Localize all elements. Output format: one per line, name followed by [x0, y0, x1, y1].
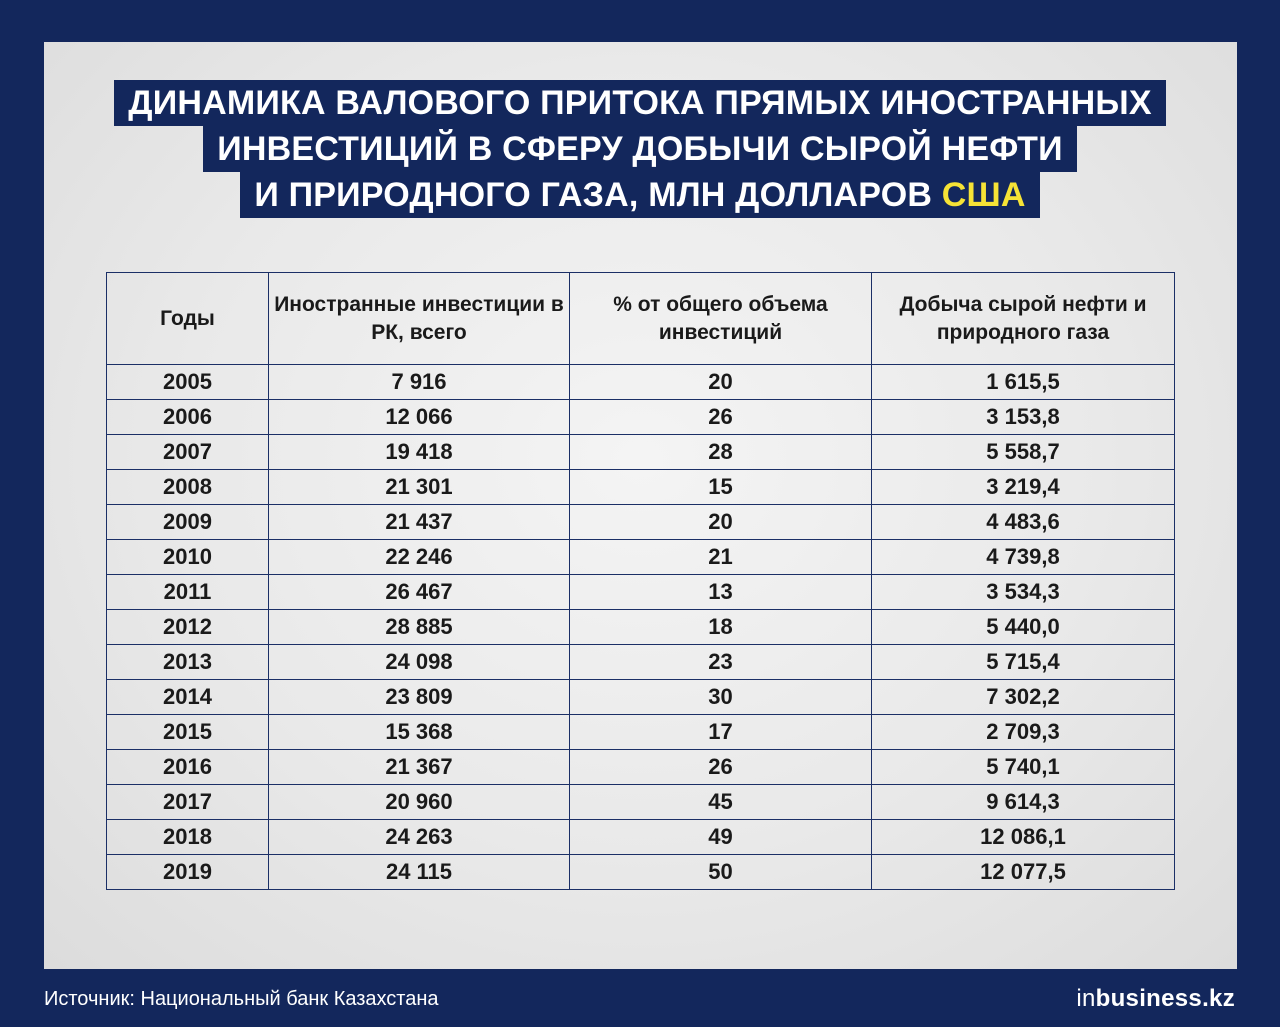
table-row — [107, 715, 1175, 750]
title-line-3 — [240, 172, 1039, 218]
cell-foreign-investments: 26 467 — [269, 575, 570, 610]
cell-foreign-investments: 24 115 — [269, 855, 570, 890]
table-row — [107, 820, 1175, 855]
cell-year: 2019 — [107, 855, 269, 890]
table-row — [107, 575, 1175, 610]
cell-year: 2013 — [107, 645, 269, 680]
cell-percent: 15 — [570, 470, 872, 505]
cell-oil-gas: 12 086,1 — [872, 820, 1175, 855]
table-header-row — [107, 273, 1175, 365]
investment-table — [106, 272, 1175, 890]
header-percent-of-total: % от общего объема инвестиций — [570, 273, 872, 365]
cell-foreign-investments: 7 916 — [269, 365, 570, 400]
header-foreign-investments: Иностранные инвестиции в РК, всего — [269, 273, 570, 365]
cell-year: 2012 — [107, 610, 269, 645]
cell-oil-gas: 5 715,4 — [872, 645, 1175, 680]
cell-foreign-investments: 15 368 — [269, 715, 570, 750]
cell-percent: 17 — [570, 715, 872, 750]
title-line-3-main: И ПРИРОДНОГО ГАЗА, МЛН ДОЛЛАРОВ — [254, 176, 933, 214]
table-row — [107, 400, 1175, 435]
cell-year: 2018 — [107, 820, 269, 855]
cell-foreign-investments: 21 301 — [269, 470, 570, 505]
cell-year: 2008 — [107, 470, 269, 505]
cell-year: 2010 — [107, 540, 269, 575]
header-years: Годы — [107, 273, 269, 365]
cell-percent: 21 — [570, 540, 872, 575]
cell-foreign-investments: 21 437 — [269, 505, 570, 540]
cell-percent: 18 — [570, 610, 872, 645]
cell-percent: 45 — [570, 785, 872, 820]
cell-year: 2005 — [107, 365, 269, 400]
source-note: Источник: Национальный банк Казахстана — [44, 988, 439, 1010]
table-row — [107, 540, 1175, 575]
cell-oil-gas: 5 440,0 — [872, 610, 1175, 645]
cell-year: 2017 — [107, 785, 269, 820]
cell-oil-gas: 9 614,3 — [872, 785, 1175, 820]
title-line-2: ИНВЕСТИЦИЙ В СФЕРУ ДОБЫЧИ СЫРОЙ НЕФТИ — [203, 126, 1077, 172]
cell-percent: 50 — [570, 855, 872, 890]
cell-oil-gas: 5 740,1 — [872, 750, 1175, 785]
title-accent-usa: США — [941, 176, 1026, 214]
logo-rest: business.kz — [1095, 985, 1235, 1012]
logo-in: in — [1076, 985, 1096, 1012]
cell-year: 2006 — [107, 400, 269, 435]
table-row — [107, 505, 1175, 540]
header-oil-gas-extraction: Добыча сырой нефти и природного газа — [872, 273, 1175, 365]
cell-percent: 23 — [570, 645, 872, 680]
cell-oil-gas: 2 709,3 — [872, 715, 1175, 750]
cell-foreign-investments: 20 960 — [269, 785, 570, 820]
table-row — [107, 365, 1175, 400]
cell-oil-gas: 4 739,8 — [872, 540, 1175, 575]
cell-oil-gas: 12 077,5 — [872, 855, 1175, 890]
cell-year: 2016 — [107, 750, 269, 785]
cell-oil-gas: 4 483,6 — [872, 505, 1175, 540]
table-row — [107, 750, 1175, 785]
cell-percent: 28 — [570, 435, 872, 470]
cell-foreign-investments: 21 367 — [269, 750, 570, 785]
cell-oil-gas: 1 615,5 — [872, 365, 1175, 400]
cell-year: 2014 — [107, 680, 269, 715]
table-row — [107, 785, 1175, 820]
cell-foreign-investments: 23 809 — [269, 680, 570, 715]
table-row — [107, 435, 1175, 470]
cell-foreign-investments: 28 885 — [269, 610, 570, 645]
footer — [44, 985, 1237, 1015]
cell-oil-gas: 5 558,7 — [872, 435, 1175, 470]
cell-percent: 20 — [570, 365, 872, 400]
cell-year: 2015 — [107, 715, 269, 750]
cell-oil-gas: 3 219,4 — [872, 470, 1175, 505]
cell-oil-gas: 7 302,2 — [872, 680, 1175, 715]
table-row — [107, 470, 1175, 505]
title-line-1: ДИНАМИКА ВАЛОВОГО ПРИТОКА ПРЯМЫХ ИНОСТРАННЫХ — [114, 80, 1165, 126]
cell-percent: 13 — [570, 575, 872, 610]
cell-percent: 49 — [570, 820, 872, 855]
cell-foreign-investments: 22 246 — [269, 540, 570, 575]
cell-year: 2007 — [107, 435, 269, 470]
cell-foreign-investments: 12 066 — [269, 400, 570, 435]
inbusiness-logo — [1076, 985, 1235, 1013]
cell-year: 2011 — [107, 575, 269, 610]
cell-percent: 26 — [570, 400, 872, 435]
table-row — [107, 680, 1175, 715]
cell-foreign-investments: 24 098 — [269, 645, 570, 680]
cell-oil-gas: 3 153,8 — [872, 400, 1175, 435]
cell-percent: 26 — [570, 750, 872, 785]
cell-oil-gas: 3 534,3 — [872, 575, 1175, 610]
table-body — [107, 365, 1175, 890]
cell-percent: 30 — [570, 680, 872, 715]
cell-foreign-investments: 19 418 — [269, 435, 570, 470]
cell-foreign-investments: 24 263 — [269, 820, 570, 855]
table-row — [107, 855, 1175, 890]
cell-percent: 20 — [570, 505, 872, 540]
cell-year: 2009 — [107, 505, 269, 540]
page-title — [0, 80, 1280, 218]
table-row — [107, 645, 1175, 680]
table-row — [107, 610, 1175, 645]
